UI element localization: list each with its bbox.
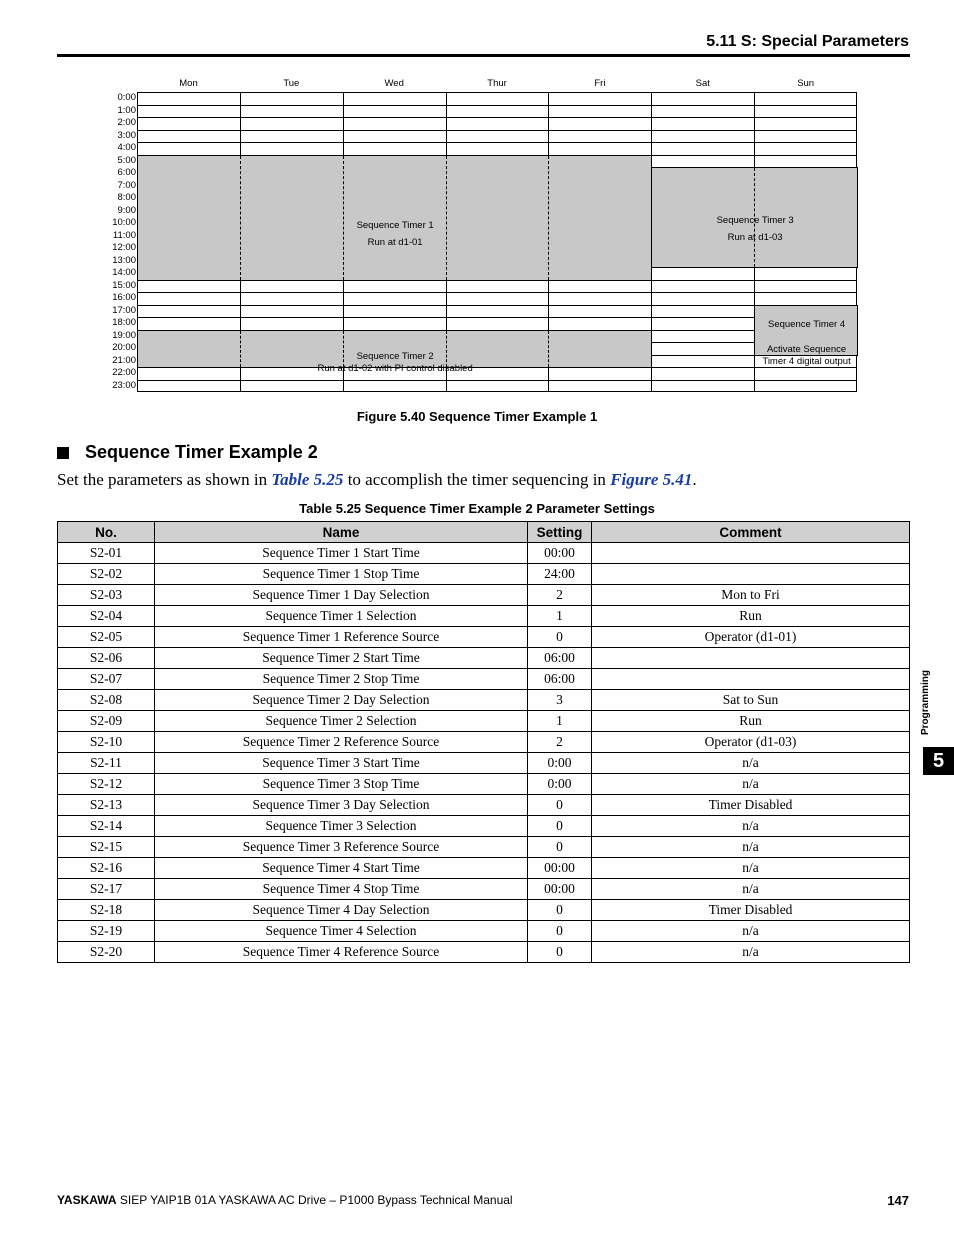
grid-hline	[138, 130, 856, 131]
grid-hline	[138, 117, 856, 118]
table-cell: n/a	[592, 837, 910, 858]
table-cell: Sequence Timer 2 Stop Time	[155, 669, 528, 690]
para-text: to accomplish the timer sequencing in	[343, 470, 611, 489]
table-cell: Sequence Timer 3 Stop Time	[155, 774, 528, 795]
grid-hline	[138, 292, 856, 293]
grid-hline	[138, 142, 856, 143]
hour-label: 10:00	[112, 217, 136, 228]
timer-3-run: Run at d1-03	[727, 232, 783, 243]
table-cell: Sequence Timer 1 Day Selection	[155, 585, 528, 606]
day-label: Sat	[695, 78, 710, 89]
table-cell: Sequence Timer 1 Selection	[155, 606, 528, 627]
sequence-timer-schedule-figure	[100, 78, 860, 396]
section-heading-text: Sequence Timer Example 2	[85, 442, 318, 462]
table-cell	[592, 564, 910, 585]
hour-label: 9:00	[117, 204, 136, 216]
day-label: Wed	[384, 78, 404, 89]
table-row	[58, 774, 910, 795]
table-row	[58, 900, 910, 921]
footer-brand: YASKAWA	[57, 1193, 117, 1207]
table-cell: S2-15	[58, 837, 155, 858]
hour-label: 22:00	[112, 367, 136, 378]
table-row	[58, 837, 910, 858]
table-cell: 0:00	[528, 753, 592, 774]
table-row	[58, 753, 910, 774]
table-cell: 00:00	[528, 543, 592, 564]
timer-1-title: Sequence Timer 1	[356, 220, 434, 231]
table-cell: n/a	[592, 879, 910, 900]
table-cell: 24:00	[528, 564, 592, 585]
table-row	[58, 879, 910, 900]
grid-hline	[138, 305, 856, 306]
hour-label: 4:00	[117, 142, 136, 153]
table-row	[58, 564, 910, 585]
table-cell: Sequence Timer 1 Stop Time	[155, 564, 528, 585]
table-row	[58, 921, 910, 942]
table-cell: S2-02	[58, 564, 155, 585]
table-cell: Sequence Timer 2 Selection	[155, 711, 528, 732]
table-row	[58, 711, 910, 732]
table-cell	[592, 543, 910, 564]
table-cell: 3	[528, 690, 592, 711]
table-cell: S2-05	[58, 627, 155, 648]
table-cell: S2-08	[58, 690, 155, 711]
table-cell: Sequence Timer 4 Reference Source	[155, 942, 528, 963]
hour-label: 17:00	[112, 304, 136, 316]
hour-label: 18:00	[112, 317, 136, 328]
hour-label: 13:00	[112, 254, 136, 266]
table-cell: S2-10	[58, 732, 155, 753]
hour-label: 19:00	[112, 329, 136, 341]
table-cell: Timer Disabled	[592, 900, 910, 921]
table-row	[58, 585, 910, 606]
table-cell: 06:00	[528, 648, 592, 669]
table-cell: 0	[528, 816, 592, 837]
table-cell: Sequence Timer 1 Start Time	[155, 543, 528, 564]
parameter-table	[57, 521, 910, 963]
column-header: Setting	[528, 522, 592, 543]
chapter-tab: 5	[923, 747, 954, 775]
table-cell: Sequence Timer 3 Reference Source	[155, 837, 528, 858]
hour-label: 16:00	[112, 292, 136, 303]
table-cell: S2-06	[58, 648, 155, 669]
table-cell: 0:00	[528, 774, 592, 795]
table-row	[58, 648, 910, 669]
timer-3-title: Sequence Timer 3	[716, 215, 794, 226]
hour-label: 21:00	[112, 354, 136, 366]
section-title: 5.11 S: Special Parameters	[706, 33, 909, 50]
table-cell: 06:00	[528, 669, 592, 690]
table-cell: S2-03	[58, 585, 155, 606]
para-text: .	[692, 470, 697, 489]
table-header-row	[58, 522, 910, 543]
block-divider	[548, 156, 549, 280]
table-caption: Table 5.25 Sequence Timer Example 2 Parameter Settings	[299, 501, 655, 516]
hour-label: 1:00	[117, 104, 136, 116]
hour-label: 0:00	[117, 92, 136, 103]
table-cell: Sequence Timer 4 Day Selection	[155, 900, 528, 921]
block-divider	[343, 156, 344, 280]
footer-text: SIEP YAIP1B 01A YASKAWA AC Drive – P1000 Bypass Technical Manual	[116, 1193, 513, 1207]
day-label: Sun	[797, 78, 815, 89]
table-row	[58, 690, 910, 711]
column-header: Name	[155, 522, 528, 543]
day-label: Mon	[179, 78, 198, 89]
timer-4-line1: Activate Sequence	[766, 344, 847, 355]
timer-2-title: Sequence Timer 2	[356, 351, 434, 362]
table-cell: Sequence Timer 3 Start Time	[155, 753, 528, 774]
table-cell: Sequence Timer 1 Reference Source	[155, 627, 528, 648]
side-tab-label: Programming	[920, 669, 931, 735]
hour-label: 20:00	[112, 342, 136, 353]
table-row	[58, 858, 910, 879]
table-row	[58, 543, 910, 564]
table-cell: 0	[528, 942, 592, 963]
table-cell: S2-14	[58, 816, 155, 837]
table-cell: n/a	[592, 921, 910, 942]
table-link[interactable]: Table 5.25	[271, 470, 344, 489]
table-cell: S2-12	[58, 774, 155, 795]
hour-label: 12:00	[112, 242, 136, 253]
header-rule	[57, 54, 910, 57]
block-divider	[240, 156, 241, 280]
table-cell: Operator (d1-01)	[592, 627, 910, 648]
footer	[57, 1193, 513, 1207]
table-row	[58, 669, 910, 690]
table-row	[58, 627, 910, 648]
hour-label: 6:00	[117, 167, 136, 178]
table-cell: Run	[592, 606, 910, 627]
table-cell: 1	[528, 711, 592, 732]
hour-label: 5:00	[117, 154, 136, 166]
table-cell: 00:00	[528, 858, 592, 879]
hour-label: 8:00	[117, 192, 136, 203]
heading-bullet-icon	[57, 447, 69, 459]
timer-2-run: Run at d1-02 with PI control disabled	[317, 363, 473, 374]
table-cell: Sat to Sun	[592, 690, 910, 711]
table-cell: 2	[528, 585, 592, 606]
para-text: Set the parameters as shown in	[57, 470, 272, 489]
table-cell: Run	[592, 711, 910, 732]
table-cell: 2	[528, 732, 592, 753]
table-cell: S2-04	[58, 606, 155, 627]
table-cell: Sequence Timer 4 Stop Time	[155, 879, 528, 900]
table-row	[58, 816, 910, 837]
table-row	[58, 732, 910, 753]
table-cell: n/a	[592, 942, 910, 963]
page-number: 147	[887, 1193, 909, 1208]
day-label: Tue	[283, 78, 300, 89]
sequence-timer-1-block	[137, 155, 652, 281]
table-cell: Sequence Timer 2 Day Selection	[155, 690, 528, 711]
schedule-grid	[137, 92, 857, 392]
table-cell: S2-19	[58, 921, 155, 942]
table-cell: 00:00	[528, 879, 592, 900]
hour-label: 3:00	[117, 129, 136, 141]
figure-link[interactable]: Figure 5.41	[610, 470, 693, 489]
grid-hline	[138, 105, 856, 106]
hour-label: 15:00	[112, 279, 136, 291]
table-cell: S2-20	[58, 942, 155, 963]
hour-label: 23:00	[112, 379, 136, 391]
hour-label: 2:00	[117, 117, 136, 128]
timer-1-run: Run at d1-01	[367, 237, 423, 248]
table-cell: 0	[528, 837, 592, 858]
table-cell: Sequence Timer 4 Selection	[155, 921, 528, 942]
table-cell	[592, 648, 910, 669]
block-divider	[446, 156, 447, 280]
table-cell: Sequence Timer 3 Day Selection	[155, 795, 528, 816]
table-cell: 0	[528, 921, 592, 942]
hour-label: 7:00	[117, 179, 136, 191]
table-cell: 0	[528, 627, 592, 648]
table-cell: Timer Disabled	[592, 795, 910, 816]
table-cell: S2-07	[58, 669, 155, 690]
table-cell: 0	[528, 795, 592, 816]
table-cell: S2-16	[58, 858, 155, 879]
hour-label: 11:00	[112, 229, 136, 241]
table-cell: Mon to Fri	[592, 585, 910, 606]
table-cell: S2-17	[58, 879, 155, 900]
table-row	[58, 606, 910, 627]
table-cell: Sequence Timer 3 Selection	[155, 816, 528, 837]
table-cell: S2-09	[58, 711, 155, 732]
day-label: Fri	[594, 78, 606, 89]
table-cell: Sequence Timer 2 Start Time	[155, 648, 528, 669]
table-cell: S2-01	[58, 543, 155, 564]
grid-hline	[138, 317, 856, 318]
hour-label: 14:00	[112, 267, 136, 278]
table-cell: S2-18	[58, 900, 155, 921]
table-cell: n/a	[592, 858, 910, 879]
day-label: Thur	[487, 78, 507, 89]
intro-paragraph	[57, 470, 697, 490]
timer-4-line2: Timer 4 digital output	[762, 356, 851, 367]
column-header: Comment	[592, 522, 910, 543]
table-cell: S2-11	[58, 753, 155, 774]
table-row	[58, 942, 910, 963]
table-cell: n/a	[592, 753, 910, 774]
table-cell: n/a	[592, 816, 910, 837]
table-cell: Sequence Timer 4 Start Time	[155, 858, 528, 879]
table-cell: 0	[528, 900, 592, 921]
table-cell: 1	[528, 606, 592, 627]
table-cell: Sequence Timer 2 Reference Source	[155, 732, 528, 753]
figure-caption: Figure 5.40 Sequence Timer Example 1	[356, 409, 598, 424]
section-heading	[57, 442, 318, 463]
table-cell: Operator (d1-03)	[592, 732, 910, 753]
column-header: No.	[58, 522, 155, 543]
table-row	[58, 795, 910, 816]
table-cell	[592, 669, 910, 690]
table-cell: S2-13	[58, 795, 155, 816]
grid-hline	[138, 380, 856, 381]
timer-4-title: Sequence Timer 4	[768, 319, 846, 330]
table-cell: n/a	[592, 774, 910, 795]
